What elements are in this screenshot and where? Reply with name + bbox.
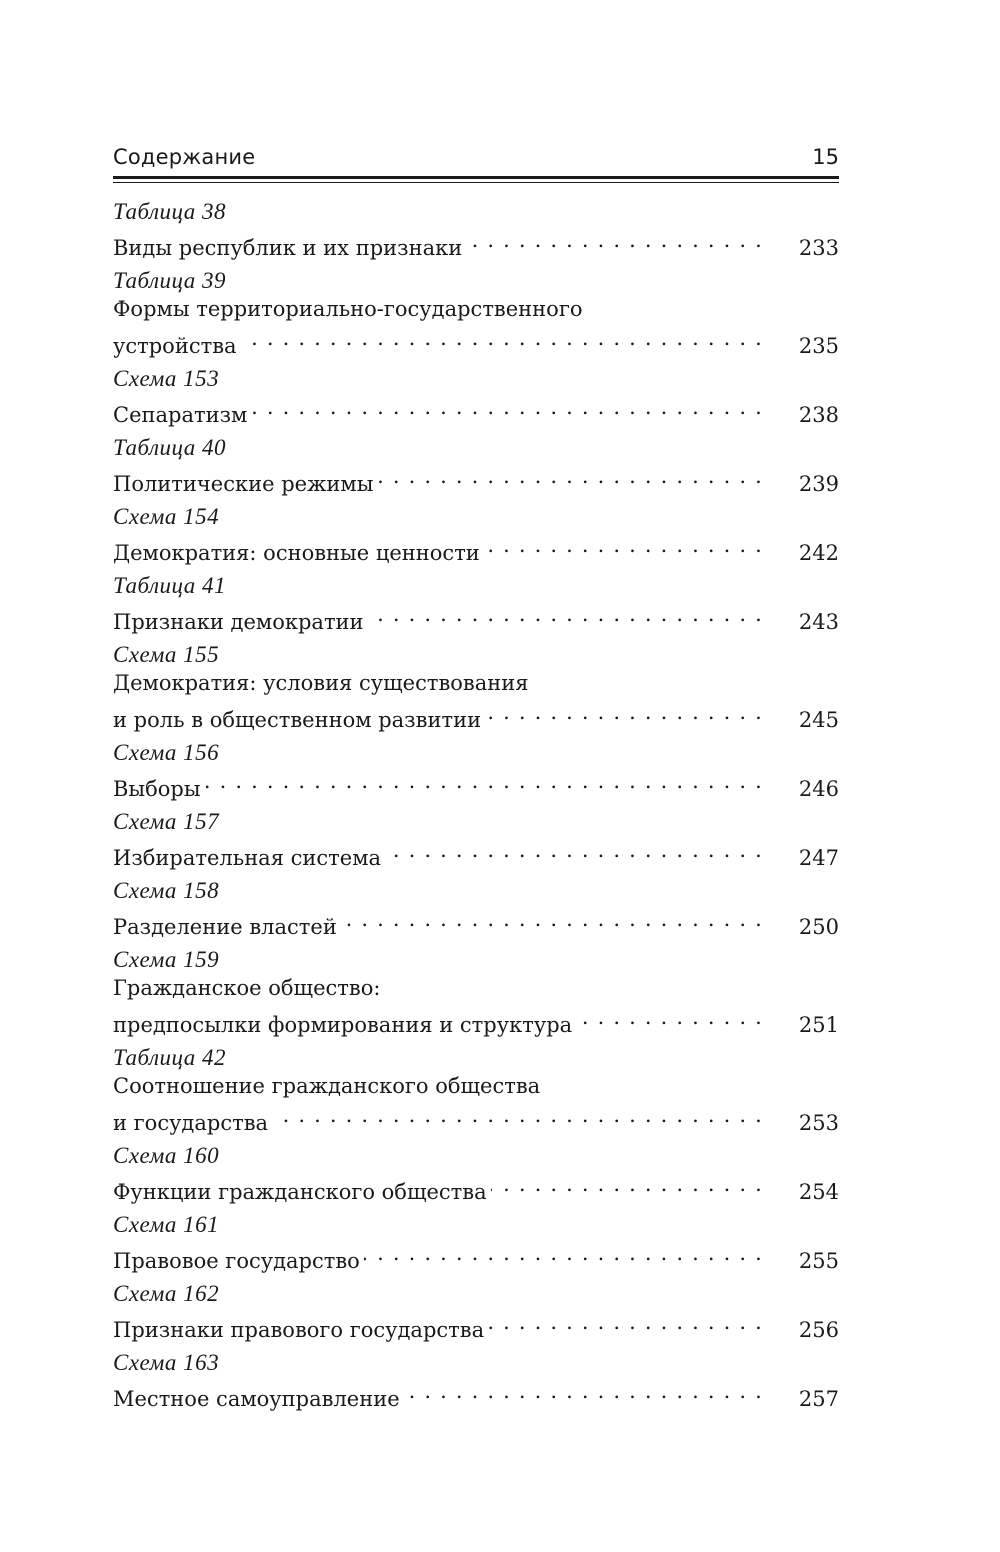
toc-entry-page-number: 247 [798,846,839,870]
toc-entry-page-number: 257 [798,1387,839,1411]
toc-entry [113,807,839,876]
toc-entry-title-row [113,1308,839,1342]
toc-entry-title: Демократия: основные ценности [113,541,480,565]
toc-entry-title: Местное самоуправление [113,1387,400,1411]
toc-entry-label: Таблица 41 [113,573,227,598]
toc-entry-title-row [113,393,839,427]
toc-entry-title-row [113,905,839,939]
toc-entry-page-number: 250 [798,915,839,939]
toc-entry-page-number: 254 [798,1180,839,1204]
dot-leader [368,600,763,629]
toc-entry-label: Таблица 42 [113,1045,227,1070]
toc-entry-title-line: Демократия: условия существования [113,671,529,695]
toc-entry-page-number: 243 [798,610,839,634]
toc-entry-page-number: 239 [798,472,839,496]
toc-entry-title: Признаки правового государства [113,1318,485,1342]
dot-leader [488,1308,763,1337]
toc-entry-page-number: 251 [798,1013,839,1037]
header-rule-thick [113,176,839,179]
toc-entry-label: Схема 162 [113,1281,220,1306]
toc-entry [113,738,839,807]
toc-entry-page-number: 242 [798,541,839,565]
dot-leader [251,393,763,422]
toc-entry-title-row [113,324,839,358]
toc-entry [113,1043,839,1141]
toc-entry [113,1348,839,1411]
toc-entry-page-number: 235 [798,334,839,358]
toc-entry-title-row [113,1101,839,1135]
toc-entry-title-row [113,226,839,260]
toc-entry [113,571,839,640]
toc-entry-label: Схема 160 [113,1143,220,1168]
toc-entry [113,1279,839,1348]
toc-entry-label: Схема 159 [113,947,220,972]
dot-leader [341,905,763,934]
dot-leader [205,767,763,796]
toc-entry-label: Схема 155 [113,642,220,667]
dot-leader [576,1003,763,1032]
toc-entry-title-row [113,600,839,634]
dot-leader [241,324,763,353]
dot-leader [385,836,763,865]
toc-entry [113,1141,839,1210]
toc-entry-label: Таблица 38 [113,199,227,224]
dot-leader [364,1239,763,1268]
dot-leader [484,531,763,560]
toc-entry-title-row [113,698,839,732]
toc-entry-title-line: Формы территориально-государственного [113,297,583,321]
running-header [113,140,839,180]
toc-entry-title-row [113,531,839,565]
toc-entry-label: Таблица 40 [113,435,227,460]
header-rule-thin [113,182,839,183]
toc-entry-page-number: 255 [798,1249,839,1273]
toc-entry-title: Разделение властей [113,915,337,939]
toc-entry-title-line: Гражданское общество: [113,976,381,1000]
dot-leader [491,1170,763,1199]
toc-entry-title: и государства [113,1111,269,1135]
toc-entry-page-number: 253 [798,1111,839,1135]
toc-entry-title: Политические режимы [113,472,374,496]
toc-entry [113,876,839,945]
dot-leader [272,1101,763,1130]
toc-entry [113,266,839,364]
toc-entry [113,945,839,1043]
toc-entry [113,197,839,266]
toc-entry-title-row [113,1170,839,1204]
dot-leader [466,226,763,255]
toc-entry [113,640,839,738]
toc-entry [113,1210,839,1279]
toc-entry-title-line: Соотношение гражданского общества [113,1074,541,1098]
dot-leader [404,1377,763,1406]
toc-entry-page-number: 246 [798,777,839,801]
toc-entry [113,502,839,571]
toc-entry-title: и роль в общественном развитии [113,708,482,732]
toc-entry-title-row [113,836,839,870]
toc-entry-title: Выборы [113,777,201,801]
table-of-contents [113,197,839,1411]
toc-entry-title: Функции гражданского общества [113,1180,487,1204]
toc-entry-page-number: 238 [798,403,839,427]
toc-entry-page-number: 233 [798,236,839,260]
toc-entry-title: Признаки демократии [113,610,364,634]
toc-entry-page-number: 256 [798,1318,839,1342]
toc-entry-title-row [113,1239,839,1273]
toc-entry-title-row [113,1377,839,1411]
toc-entry-label: Схема 158 [113,878,220,903]
toc-entry-label: Схема 156 [113,740,220,765]
toc-entry-title: Сепаратизм [113,403,248,427]
toc-entry-label: Схема 163 [113,1350,220,1375]
toc-entry-title: Виды республик и их признаки [113,236,463,260]
header-title: Содержание [113,145,256,169]
dot-leader [377,462,763,491]
toc-entry-title: Избирательная система [113,846,382,870]
toc-entry-title-row [113,1003,839,1037]
toc-entry-title: Правовое государство [113,1249,360,1273]
toc-entry-label: Таблица 39 [113,268,227,293]
dot-leader [485,698,763,727]
toc-entry-title: предпосылки формирования и структура [113,1013,573,1037]
toc-entry [113,364,839,433]
toc-entry-label: Схема 161 [113,1212,220,1237]
toc-entry-label: Схема 153 [113,366,220,391]
toc-entry-title: устройства [113,334,237,358]
toc-entry [113,433,839,502]
entry-spacer [113,796,839,807]
toc-entry-label: Схема 154 [113,504,220,529]
toc-entry-title-row [113,462,839,496]
toc-entry-label: Схема 157 [113,809,220,834]
header-page-number: 15 [812,145,839,169]
toc-entry-page-number: 245 [798,708,839,732]
toc-entry-title-row [113,767,839,801]
